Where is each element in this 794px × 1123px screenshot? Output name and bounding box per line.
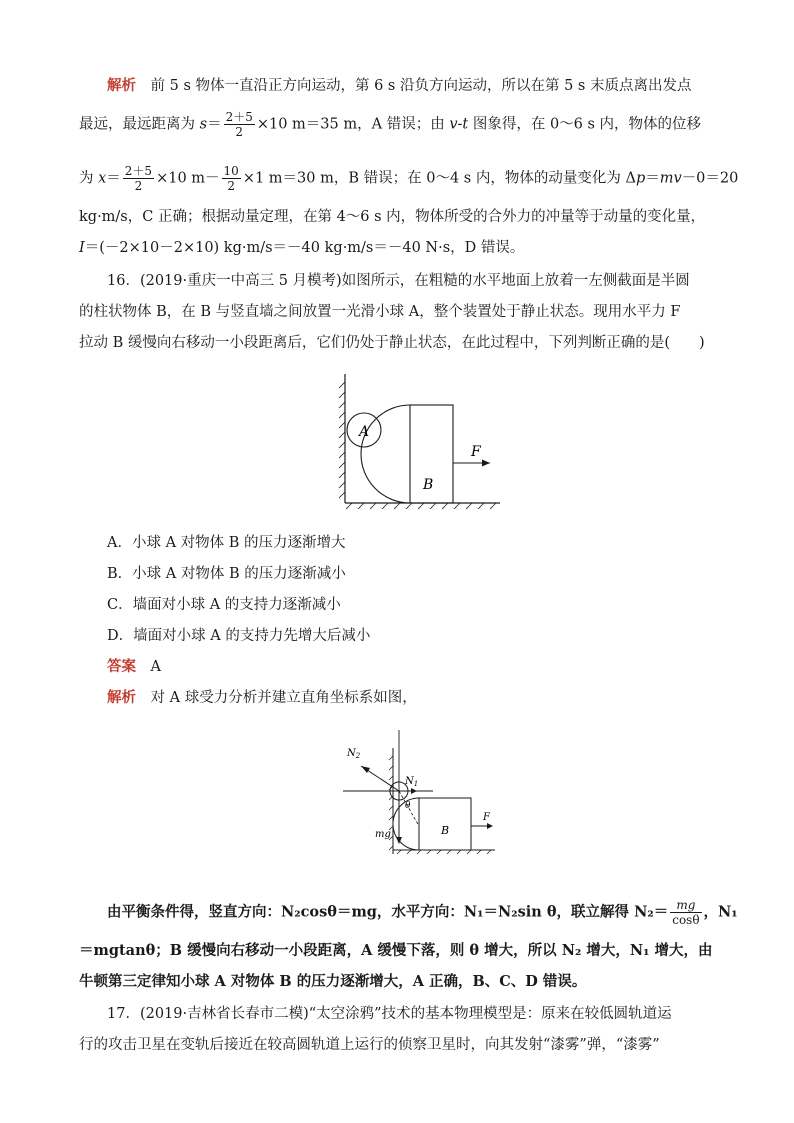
- derivation-line-1: 由平衡条件得，竖直方向：N₂cosθ＝mg，水平方向：N₁＝N₂sin θ，联立解得 N₂＝ $\frac{mg}{\cos\theta}$ ，N₁: [107, 898, 738, 927]
- figure-2-force-diagram: [333, 722, 503, 862]
- fraction: $\frac{2+5}{2}$: [124, 164, 153, 193]
- answer-value: A: [150, 659, 161, 675]
- analysis-line-1: [107, 76, 753, 96]
- analysis-label: 解析: [107, 689, 136, 706]
- fraction: $\frac{2+5}{2}$: [225, 110, 253, 139]
- question-17-line-2: 行的攻击卫星在变轨后接近在较高圆轨道上运行的侦察卫星时，向其发射“漆雾”弹，“漆雾”: [79, 1037, 660, 1053]
- label-F: F: [483, 812, 490, 823]
- question-16-line-3: 拉动 B 缓慢向右移动一小段距离后，它们仍处于静止状态，在此过程中，下列判断正确的是( ): [79, 335, 705, 351]
- label-mg: mg: [375, 829, 391, 840]
- label-F: F: [471, 444, 481, 460]
- fraction: $\frac{10}{2}$: [223, 164, 239, 193]
- label-N1: $N_1$: [405, 776, 419, 788]
- analysis-label: 解析: [107, 77, 136, 94]
- label-B: B: [423, 477, 434, 493]
- label-B: B: [441, 824, 450, 837]
- analysis-line-3: 为 x＝ $\frac{2+5}{2}$ ×10 m－ $\frac{10}{2}$ ×1 m＝30 m，B 错误；在 0～4 s 内，物体的动量变化为 Δp＝mv－0＝20: [79, 164, 739, 193]
- analysis-text: 前 5 s 物体一直沿正方向运动，第 6 s 沿负方向运动，所以在第 5 s 末质点离出发点: [150, 78, 692, 94]
- option-a: A．小球 A 对物体 B 的压力逐渐增大: [107, 535, 346, 551]
- derivation-line-3: 牛顿第三定律知小球 A 对物体 B 的压力逐渐增大，A 正确，B、C、D 错误。: [79, 973, 587, 990]
- question-16-line-1: 16．(2019·重庆一中高三 5 月模考)如图所示，在粗糙的水平地面上放着一左侧截面是半圆: [107, 273, 690, 289]
- figure-1-ball-and-semicylinder: [330, 368, 510, 513]
- label-theta: θ: [405, 801, 411, 811]
- analysis-line-4: kg·m/s，C 正确；根据动量定理，在第 4～6 s 内，物体所受的合外力的冲量等于动量的变化量，: [79, 209, 706, 225]
- analysis-line-2: 最远，最远距离为 s＝ $\frac{2+5}{2}$ ×10 m＝35 m，A 错误；由 v-t 图象得，在 0～6 s 内，物体的位移: [79, 110, 702, 139]
- analysis-16-intro: 解析 对 A 球受力分析并建立直角坐标系如图，: [107, 689, 417, 706]
- derivation-line-2: ＝mgtanθ；B 缓慢向右移动一小段距离，A 缓慢下落，则 θ 增大，所以 N₂ 增大，N₁ 增大，由: [79, 942, 713, 959]
- option-b: B．小球 A 对物体 B 的压力逐渐减小: [107, 566, 346, 582]
- label-A: A: [359, 424, 370, 440]
- analysis-line-5: I＝(－2×10－2×10) kg·m/s＝－40 kg·m/s＝－40 N·s，D 错误。: [79, 240, 525, 256]
- fraction: $\frac{mg}{\cos\theta}$: [672, 898, 700, 927]
- question-17-line-1: 17．(2019·吉林省长春市二模)“太空涂鸦”技术的基本物理模型是：原来在较低圆轨道运: [107, 1006, 672, 1022]
- answer-line: [107, 657, 753, 677]
- answer-label: 答案: [107, 658, 136, 675]
- option-c: C．墙面对小球 A 的支持力逐渐减小: [107, 597, 341, 613]
- option-d: D．墙面对小球 A 的支持力先增大后减小: [107, 628, 371, 644]
- label-N2: $N_2$: [347, 748, 361, 760]
- question-16-line-2: 的柱状物体 B，在 B 与竖直墙之间放置一光滑小球 A，整个装置处于静止状态。现用水平力 F: [79, 304, 681, 320]
